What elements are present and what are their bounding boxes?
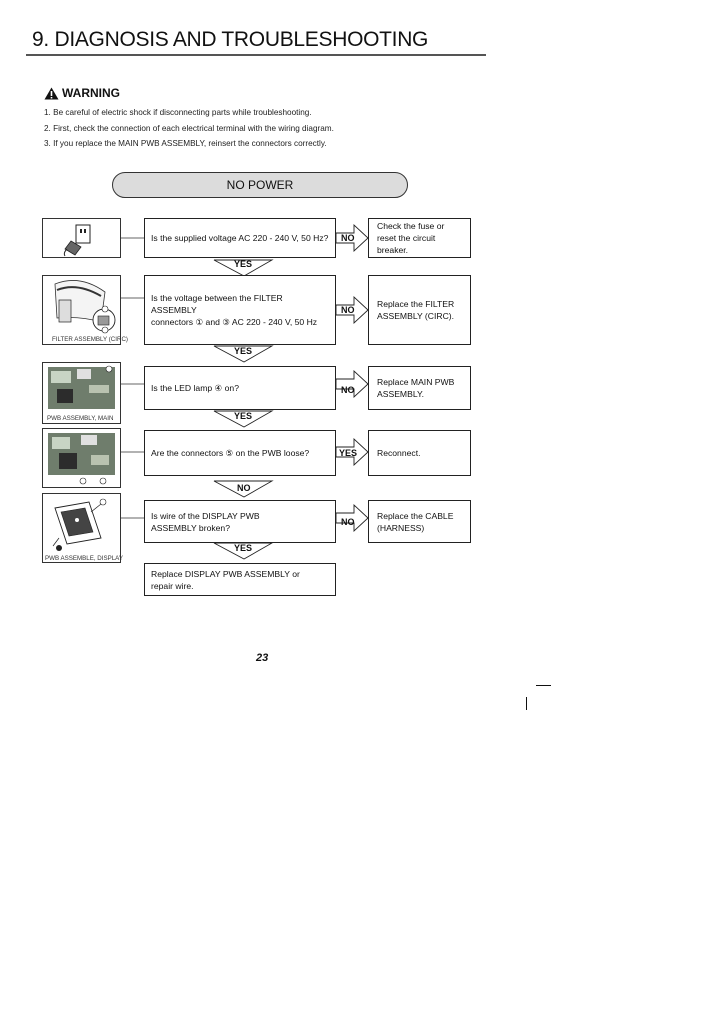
next-label-4: NO <box>237 483 251 493</box>
question-box-5 <box>144 500 336 543</box>
filter-assembly-caption: FILTER ASSEMBLY (CIRC) <box>52 336 128 343</box>
result-text-2: Replace the FILTER ASSEMBLY (CIRC). <box>377 299 455 321</box>
question-3-part-a: Is the LED lamp <box>151 383 215 393</box>
question-box-3 <box>144 366 336 410</box>
crop-mark-vertical <box>526 697 527 710</box>
question-box-4 <box>144 430 336 476</box>
next-label-3: YES <box>234 411 253 421</box>
display-pwb-caption: PWB ASSEMBLE, DISPLAY <box>45 555 123 562</box>
main-pwb-caption: PWB ASSEMBLY, MAIN <box>47 415 114 422</box>
power-plug-icon <box>43 219 120 257</box>
question-text-5: Is wire of the DISPLAY PWB ASSEMBLY broken? <box>151 510 260 533</box>
branch-label-2: NO <box>341 305 355 315</box>
question-text-2 <box>151 292 329 328</box>
display-pwb-illustration <box>42 493 121 563</box>
circled-num-1: ① <box>195 317 204 327</box>
question-box-1 <box>144 218 336 258</box>
filter-assembly-illustration <box>42 275 128 345</box>
crop-mark-horizontal <box>536 685 551 686</box>
result-text-5: Replace the CABLE (HARNESS) <box>377 510 454 533</box>
question-4-part-b: on the PWB loose? <box>233 448 310 458</box>
question-3-part-b: on? <box>222 383 239 393</box>
warning-line-2: 2. First, check the connection of each electrical terminal with the wiring diagram. <box>44 124 334 133</box>
warning-heading-text: WARNING <box>62 86 120 100</box>
question-text-1: Is the supplied voltage AC 220 - 240 V, 50 Hz? <box>151 233 329 243</box>
circled-num-5: ⑤ <box>225 448 234 458</box>
question-4-part-a: Are the connectors <box>151 448 226 458</box>
pwb-connectors-illustration <box>42 428 121 488</box>
question-2-part-2: and <box>203 317 223 327</box>
result-box-4 <box>368 430 471 476</box>
display-pwb-photo <box>43 494 120 554</box>
flow-start-node: NO POWER <box>112 172 408 198</box>
branch-label-5: NO <box>341 517 355 527</box>
result-text-3: Replace MAIN PWB ASSEMBLY. <box>377 377 455 399</box>
main-pwb-illustration <box>42 362 121 424</box>
next-label-1: YES <box>234 259 253 269</box>
result-box-2 <box>368 275 471 345</box>
result-text-1: Check the fuse or reset the circuit breaker. <box>377 221 445 255</box>
page-title: 9. DIAGNOSIS AND TROUBLESHOOTING <box>32 28 429 51</box>
page-number: 23 <box>256 652 269 664</box>
final-action-text: Replace DISPLAY PWB ASSEMBLY or repair wire. <box>151 568 300 591</box>
next-label-2: YES <box>234 346 253 356</box>
result-box-1 <box>368 218 471 258</box>
warning-line-3: 3. If you replace the MAIN PWB ASSEMBLY, reinsert the connectors correctly. <box>44 139 327 148</box>
main-pwb-photo <box>43 363 120 411</box>
next-label-5: YES <box>234 543 253 553</box>
outlet-illustration <box>42 218 121 258</box>
circled-num-3: ③ <box>222 317 230 327</box>
branch-label-4: YES <box>339 448 358 458</box>
question-2-part-1: connectors <box>151 317 196 327</box>
question-2-part-3: AC 220 - 240 V, 50 Hz <box>230 317 318 327</box>
branch-label-3: NO <box>341 385 355 395</box>
result-box-3 <box>368 366 471 410</box>
final-action-box <box>144 563 336 596</box>
question-2-line-a: Is the voltage between the FILTER ASSEMBLY <box>151 293 283 315</box>
circled-num-4: ④ <box>214 383 223 393</box>
pwb-connectors-photo <box>43 429 120 487</box>
question-box-2 <box>144 275 336 345</box>
result-box-5 <box>368 500 471 543</box>
question-text-3 <box>151 382 239 394</box>
result-text-4: Reconnect. <box>377 448 421 458</box>
warning-line-1: 1. Be careful of electric shock if disconnecting parts while troubleshooting. <box>44 108 312 117</box>
branch-label-1: NO <box>341 233 355 243</box>
question-text-4 <box>151 447 309 459</box>
filter-assembly-photo <box>43 276 120 334</box>
